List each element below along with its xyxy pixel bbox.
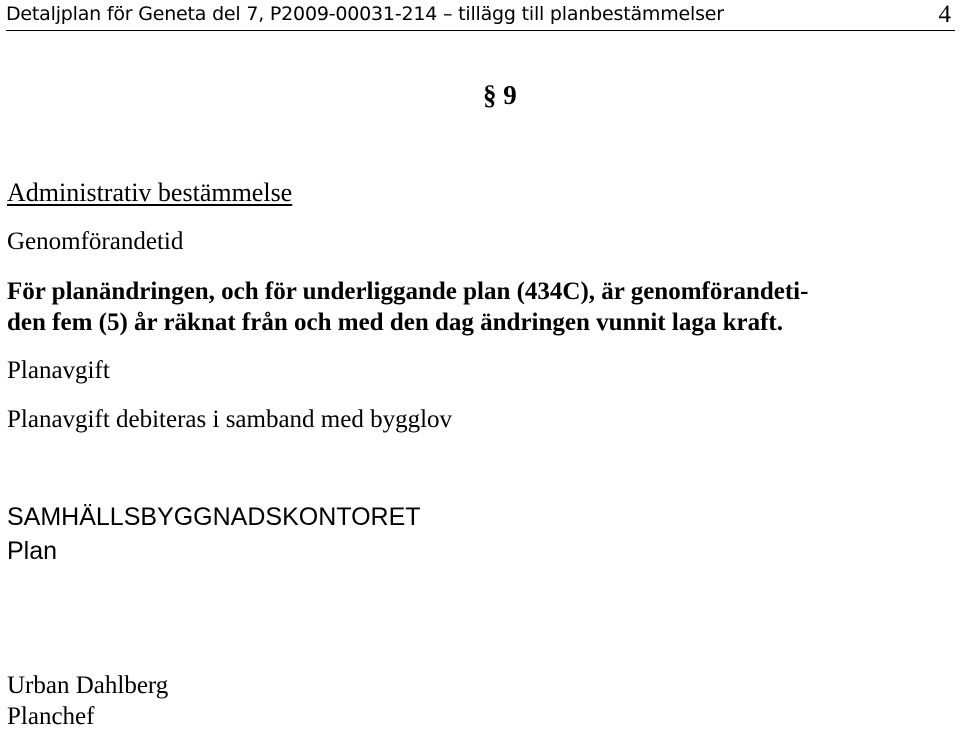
document-title: Detaljplan för Geneta del 7, P2009-00031-214 – tillägg till planbestämmelser	[6, 3, 724, 25]
plan-fee-heading: Planavgift	[7, 357, 110, 384]
implementation-text-line-1: För planändringen, och för underliggande plan (434C), är genomförandeti-	[7, 278, 809, 305]
implementation-period-heading: Genomförandetid	[7, 228, 184, 255]
department-name: Plan	[7, 537, 58, 565]
plan-fee-text: Planavgift debiteras i samband med bygglov	[7, 406, 453, 433]
page-header	[6, 0, 955, 31]
signatory-title: Planchef	[7, 703, 95, 730]
office-name: SAMHÄLLSBYGGNADSKONTORET	[7, 503, 421, 531]
administrative-heading: Administrativ bestämmelse	[7, 178, 293, 207]
page-number: 4	[938, 1, 951, 28]
implementation-text-line-2: den fem (5) år räknat från och med den dag ändringen vunnit laga kraft.	[7, 309, 783, 336]
section-number: § 9	[483, 80, 517, 110]
signatory-name: Urban Dahlberg	[7, 672, 169, 699]
